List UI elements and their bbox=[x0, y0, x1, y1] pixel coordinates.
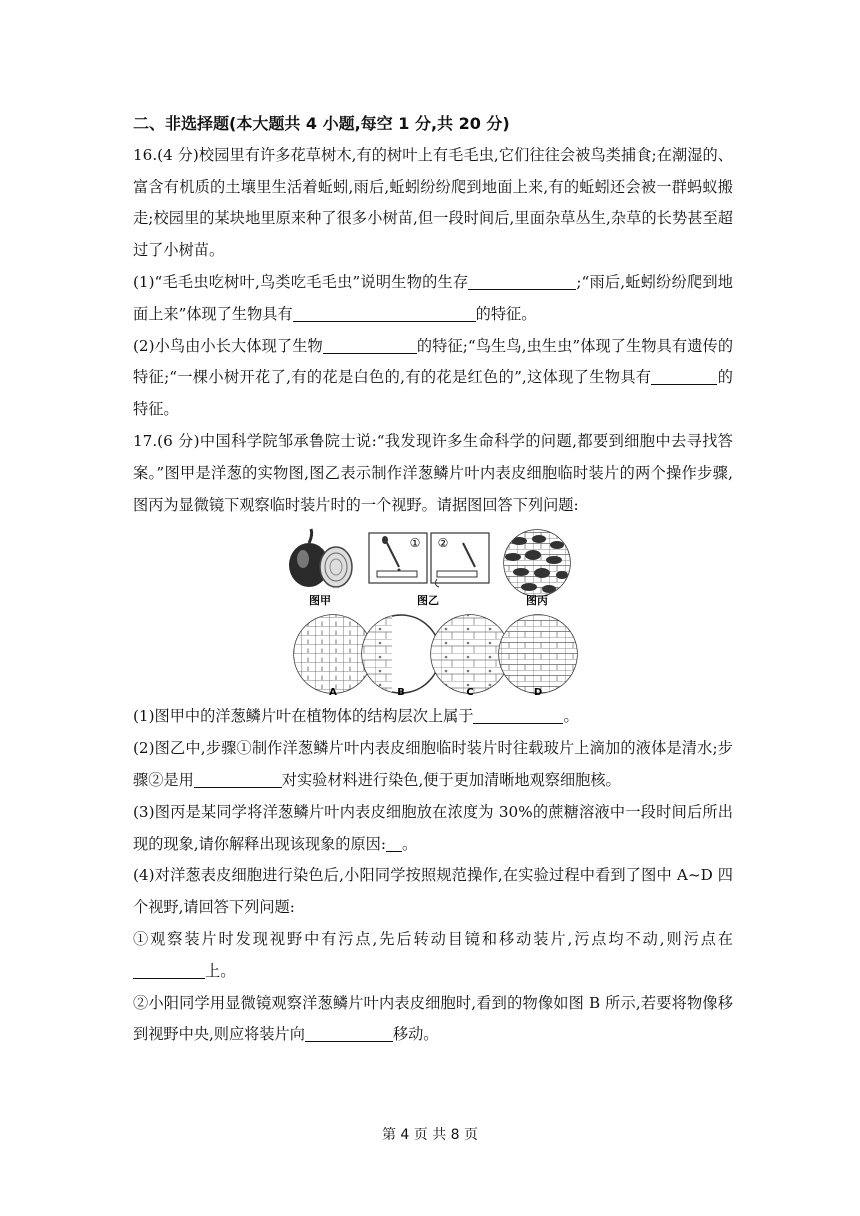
q17-part1: (1)图甲中的洋葱鳞片叶在植物体的结构层次上属于 。 bbox=[133, 707, 579, 726]
answer-blank[interactable] bbox=[305, 1025, 393, 1042]
answer-blank[interactable] bbox=[386, 835, 402, 852]
figure-svg bbox=[133, 527, 733, 697]
microscope-view-b bbox=[362, 613, 440, 698]
answer-blank[interactable] bbox=[323, 337, 417, 354]
q17-part4: (4)对洋葱表皮细胞进行染色后,小阳同学按照规范操作,在实验过程中看到了图中 A~D 四个视野,请回答下列问题: bbox=[133, 866, 733, 917]
q17-part3: (3)图丙是某同学将洋葱鳞片叶内表皮细胞放在浓度为 30%的蔗糖溶液中一段时间后所出现的现象,请你解释出现该现象的原因: 。 bbox=[133, 802, 733, 853]
label-c: C bbox=[466, 687, 474, 698]
onion-photo bbox=[289, 529, 352, 587]
q17-part4-2: ②小阳同学用显微镜观察洋葱鳞片叶内表皮细胞时,看到的物像如图 B 所示,若要将物像移到视野中央,则应将装片向 移动。 bbox=[133, 993, 733, 1044]
microscope-view-d bbox=[498, 613, 578, 698]
answer-blank[interactable] bbox=[194, 771, 282, 788]
step-one-marker: ① bbox=[409, 536, 421, 551]
label-d: D bbox=[533, 687, 543, 698]
q17-part2: (2)图乙中,步骤①制作洋葱鳞片叶内表皮细胞临时装片时往载玻片上滴加的液体是清水;步骤②是用 对实验材料进行染色,便于更加清晰地观察细胞核。 bbox=[133, 739, 733, 789]
answer-blank[interactable] bbox=[468, 273, 576, 290]
label-a: A bbox=[329, 687, 337, 698]
answer-blank[interactable] bbox=[651, 368, 717, 385]
answer-blank[interactable] bbox=[133, 962, 205, 979]
section-title: 二、非选择题(本大题共 4 小题,每空 1 分,共 20 分) bbox=[133, 114, 510, 133]
onion-figure bbox=[133, 527, 733, 697]
label-jia: 图甲 bbox=[309, 594, 331, 608]
answer-blank[interactable] bbox=[293, 305, 476, 322]
page-content bbox=[133, 108, 733, 1051]
microscope-view-a bbox=[293, 613, 373, 698]
q16-part1: (1)“毛毛虫吃树叶,鸟类吃毛毛虫”说明生物的生存 ;“雨后,蚯蚓纷纷爬到地面上来”体现了生物具有 的特征。 bbox=[133, 272, 733, 323]
label-yi: 图乙 bbox=[417, 594, 439, 608]
step-two-marker: ② bbox=[437, 536, 449, 551]
microscope-view-bing bbox=[503, 529, 573, 599]
q16-part2: (2)小鸟由小长大体现了生物 的特征;“鸟生鸟,虫生虫”体现了生物具有遗传的特征;“一棵小树开花了,有的花是白色的,有的花是红色的”,这体现了生物具有 的特征。 bbox=[133, 336, 734, 419]
microscope-view-c bbox=[430, 613, 510, 698]
page-footer: 第 4 页 共 8 页 bbox=[381, 1127, 479, 1143]
q17-part4-1: ①观察装片时发现视野中有污点,先后转动目镜和移动装片,污点均不动,则污点在上。 bbox=[133, 929, 733, 980]
label-b: B bbox=[397, 687, 405, 698]
q17-intro: 17.(6 分)中国科学院邹承鲁院士说:“我发现许多生命科学的问题,都要到细胞中去寻找答案。”图甲是洋葱的实物图,图乙表示制作洋葱鳞片叶内表皮细胞临时装片的两个操作步骤,图丙为显微镜下观察临时装片时的一个视野。请据图回答下列问题: bbox=[133, 431, 733, 514]
q16-intro: 16.(4 分)校园里有许多花草树木,有的树叶上有毛毛虫,它们往往会被鸟类捕食;在潮湿的、富含有机质的土壤里生活着蚯蚓,雨后,蚯蚓纷纷爬到地面上来,有的蚯蚓还会被一群蚂蚁搬走;校园里的某块地里原来种了很多小树苗,但一段时间后,里面杂草丛生,杂草的长势甚至超过了小树苗。 bbox=[133, 145, 733, 260]
label-bing: 图丙 bbox=[526, 594, 548, 608]
answer-blank[interactable] bbox=[473, 707, 563, 724]
